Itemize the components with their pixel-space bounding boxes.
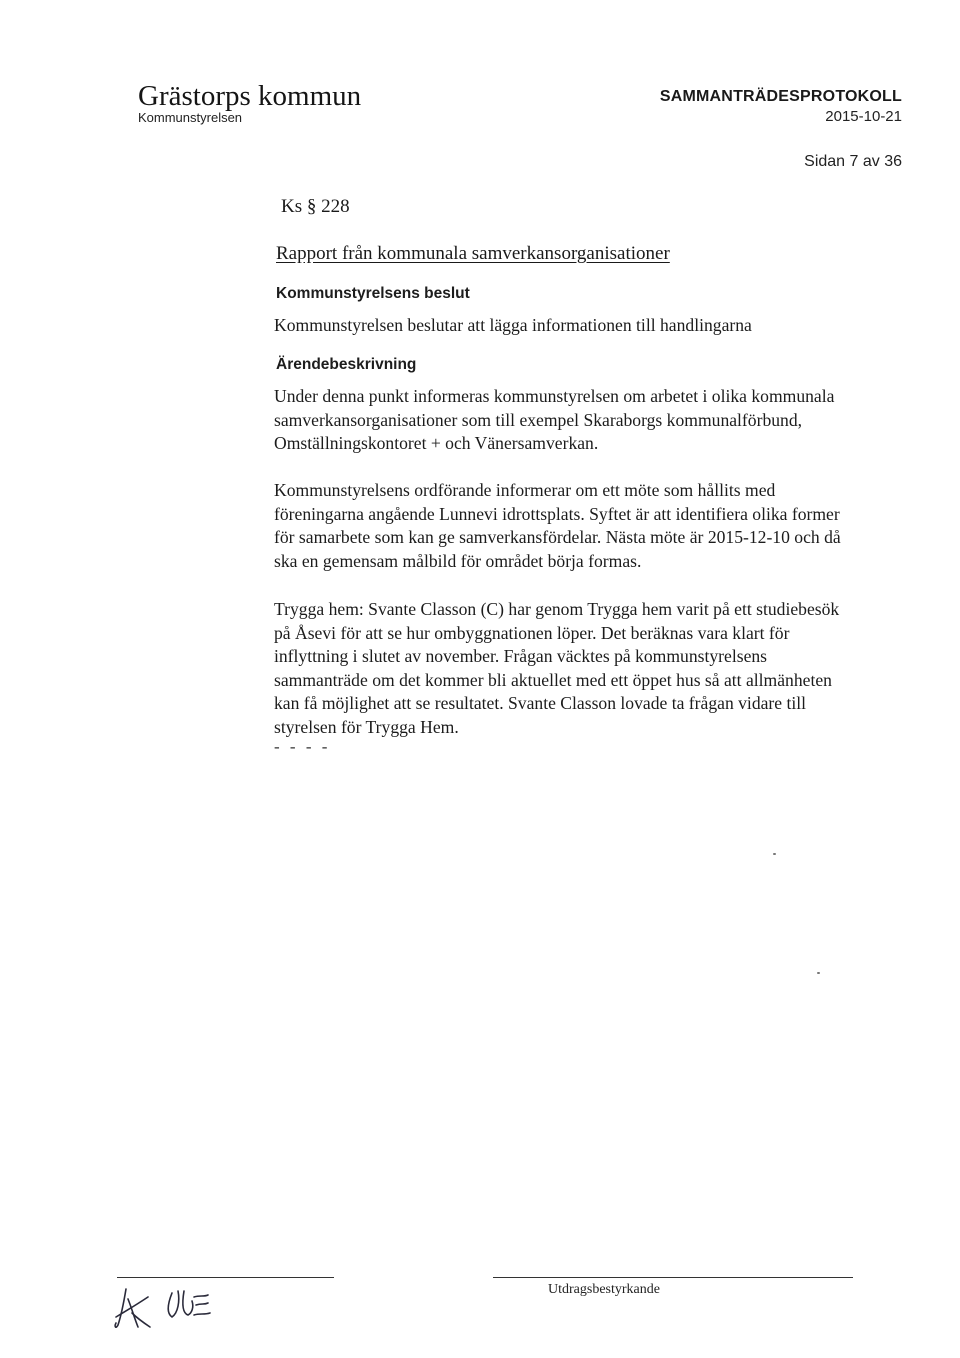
document-date: 2015-10-21: [825, 108, 902, 125]
document-type: SAMMANTRÄDESPROTOKOLL: [659, 88, 902, 105]
section-title: Rapport från kommunala samverkansorganisationer: [276, 243, 670, 264]
municipality-name: Grästorps kommun: [138, 80, 362, 112]
signature-caption: Utdragsbestyrkande: [548, 1282, 660, 1297]
signature-line-right: [493, 1277, 853, 1278]
end-mark: - - - -: [274, 737, 331, 756]
description-paragraph-3: Trygga hem: Svante Classon (C) har genom Trygga hem varit på ett studiebesök på Åsevi för att se hur ombyggnationen löper. Det beräknas vara klart för inflyttning i slutet av november. Frågan väcktes på kommunstyrelsens sammanträde om det kommer bli aktuellet med ett öppet hus så att allmänheten kan få möjlighet att se resultatet. Svante Classon lovade ta frågan vidare till styrelsen för Trygga Hem.: [274, 599, 840, 737]
decision-heading: Kommunstyrelsens beslut: [276, 285, 470, 302]
decision-text: Kommunstyrelsen beslutar att lägga informationen till handlingarna: [274, 315, 752, 335]
section-number: Ks § 228: [281, 196, 350, 217]
scan-speck: [817, 972, 820, 974]
description-heading: Ärendebeskrivning: [276, 356, 417, 373]
description-paragraph-2: Kommunstyrelsens ordförande informerar om ett möte som hållits med föreningarna angående Lunnevi idrottsplats. Syftet är att identifiera olika former för samarbete som kan ge samverkansfördelar. Nästa möte är 2015-12-10 och då ska en gemensam målbild för området börja formas.: [274, 480, 841, 571]
signature-line-left: [117, 1277, 334, 1278]
page-number: Sidan 7 av 36: [804, 153, 902, 170]
description-paragraph-1: Under denna punkt informeras kommunstyrelsen om arbetet i olika kommunala samverkansorganisationer som till exempel Skaraborgs kommunalförbund, Omställningskontoret + och Vänersamverkan.: [274, 386, 835, 453]
handwritten-initials: [112, 1283, 222, 1333]
scan-speck: [773, 853, 776, 855]
department-name: Kommunstyrelsen: [138, 110, 243, 125]
